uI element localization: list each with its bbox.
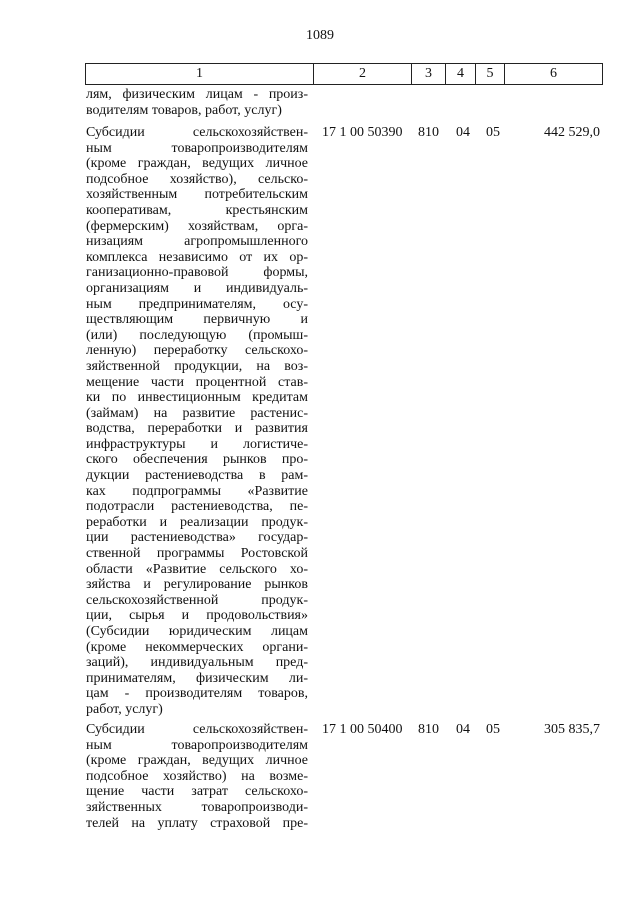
text-line: ках подпрограммы «Развитие [86,483,308,499]
text-line: (займам) на развитие растенис- [86,405,308,421]
subsection-cell: 05 [486,722,500,737]
text-line: ным товаропроизводителям [86,737,308,753]
column-header-row [86,64,603,85]
target-code-cell: 17 1 00 50400 [322,722,403,737]
table-row-description [86,125,308,718]
text-line: зяйственных товаропроизводи- [86,799,308,815]
text-line: зяйства и регулирование рынков [86,577,308,593]
text-line: подсобное хозяйство), сельско- [86,171,308,187]
text-line: работ, услуг) [86,701,163,717]
text-line: (кроме граждан, ведущих личное [86,156,308,172]
text-line: (фермерским) хозяйствам, орга- [86,218,308,234]
text-line: дукции растениеводства в рам- [86,468,308,484]
subsection-cell: 05 [486,125,500,140]
text-line: Субсидии сельскохозяйствен- [86,722,308,737]
text-line: водства, переработки и развития [86,421,308,437]
section-cell: 04 [456,722,470,737]
text-line: инфраструктуры и логистиче- [86,436,308,452]
text-line: реработки и реализации продук- [86,514,308,530]
expense-type-cell: 810 [418,722,439,737]
text-line: (кроме граждан, ведущих личное [86,753,308,769]
target-code-cell: 17 1 00 50390 [322,125,403,140]
amount-cell: 305 835,7 [544,722,600,737]
text-line: ции, сырья и продовольствия» [86,608,308,624]
text-line: ции растениеводства» государ- [86,530,308,546]
text-line: хозяйственным потребительским [86,187,308,203]
text-line: ского обеспечения рынков про- [86,452,308,468]
text-line: лям, физическим лицам - произ- [86,87,308,102]
column-header-table [85,63,603,85]
text-line: (Субсидии юридическим лицам [86,624,308,639]
text-line: ственной программы Ростовской [86,546,308,562]
text-line: цам - производителям товаров, [86,686,308,702]
section-cell: 04 [456,125,470,140]
text-line: заций), индивидуальным пред- [86,655,308,671]
table-row-description [86,722,308,831]
text-line: (или) последующую (промыш- [86,327,308,343]
text-line: подотрасли растениеводства, пе- [86,499,308,515]
text-line: кооперативам, крестьянским [86,202,308,218]
text-line: организациям и индивидуаль- [86,280,308,296]
column-header-5: 5 [476,64,505,85]
continuation-text [86,87,308,118]
column-header-4: 4 [446,64,476,85]
text-line: (кроме некоммерческих органи- [86,639,308,655]
column-header-3: 3 [412,64,446,85]
text-line: ным предпринимателям, осу- [86,296,308,312]
text-line: телей на уплату страховой пре- [86,815,308,831]
expense-type-cell: 810 [418,125,439,140]
amount-cell: 442 529,0 [544,125,600,140]
text-line: комплекса независимо от их ор- [86,249,308,265]
column-header-6: 6 [505,64,603,85]
column-header-2: 2 [314,64,412,85]
text-line: щение части затрат сельскохо- [86,784,308,800]
text-line: водителям товаров, работ, услуг) [86,102,282,118]
text-line: сельскохозяйственной продук- [86,592,308,608]
text-line: принимателям, физическим ли- [86,670,308,686]
text-line: области «Развитие сельского хо- [86,561,308,577]
text-line: ленную) переработку сельскохо- [86,343,308,359]
text-line: ществляющим первичную и [86,312,308,328]
text-line: мещение части процентной став- [86,374,308,390]
text-line: низациям агропромышленного [86,234,308,250]
text-line: ки по инвестиционным кредитам [86,390,308,406]
column-header-1: 1 [86,64,314,85]
page-number: 1089 [306,28,334,43]
text-line: ганизационно-правовой формы, [86,265,308,281]
text-line: Субсидии сельскохозяйствен- [86,125,308,140]
text-line: зяйственной продукции, на воз- [86,358,308,374]
text-line: подсобное хозяйство) на возме- [86,768,308,784]
text-line: ным товаропроизводителям [86,140,308,156]
